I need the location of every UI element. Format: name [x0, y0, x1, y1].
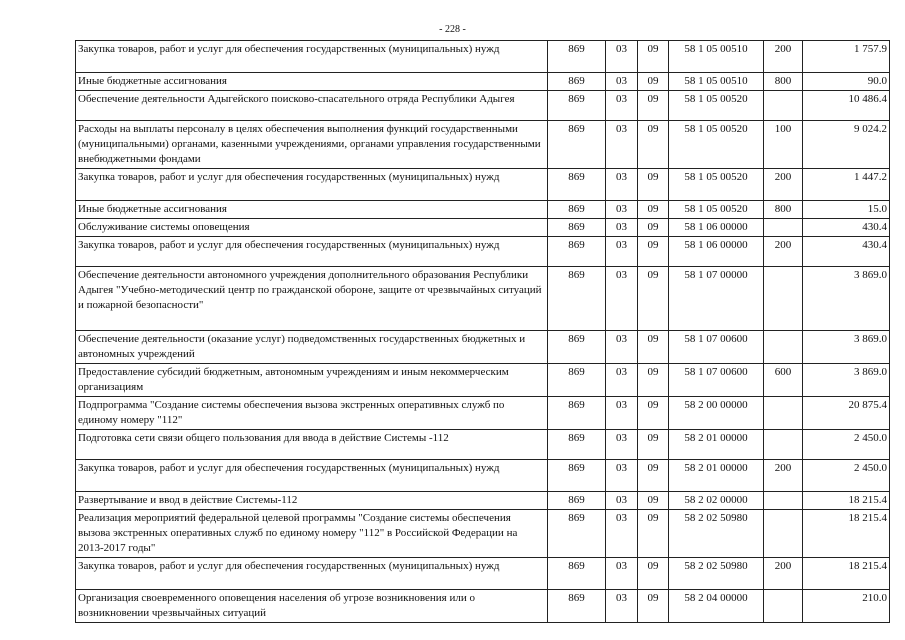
subsection-code-cell: 09 [638, 237, 669, 267]
row-name-cell: Иные бюджетные ассигнования [76, 201, 548, 219]
target-article-cell: 58 2 02 00000 [669, 492, 764, 510]
subsection-code-cell: 09 [638, 73, 669, 91]
subsection-code-cell: 09 [638, 364, 669, 397]
expense-type-cell: 800 [764, 201, 803, 219]
amount-cell: 2 450.0 [803, 430, 890, 460]
target-article-cell: 58 1 07 00600 [669, 364, 764, 397]
row-name-cell: Подпрограмма "Создание системы обеспечения вызова экстренных оперативных служб по единому номеру "112" [76, 397, 548, 430]
section-code-cell: 03 [606, 364, 638, 397]
table-row [76, 169, 890, 201]
target-article-cell: 58 2 00 00000 [669, 397, 764, 430]
amount-cell: 1 757.9 [803, 41, 890, 73]
expense-type-cell: 200 [764, 41, 803, 73]
table-row [76, 201, 890, 219]
table-row [76, 121, 890, 169]
row-name-cell: Закупка товаров, работ и услуг для обеспечения государственных (муниципальных) нужд [76, 558, 548, 590]
ministry-code-cell: 869 [548, 121, 606, 169]
row-name-cell: Обслуживание системы оповещения [76, 219, 548, 237]
amount-cell: 3 869.0 [803, 364, 890, 397]
subsection-code-cell: 09 [638, 510, 669, 558]
table-row [76, 430, 890, 460]
subsection-code-cell: 09 [638, 91, 669, 121]
target-article-cell: 58 1 07 00600 [669, 331, 764, 364]
target-article-cell: 58 2 02 50980 [669, 510, 764, 558]
expense-type-cell: 100 [764, 121, 803, 169]
row-name-cell: Закупка товаров, работ и услуг для обеспечения государственных (муниципальных) нужд [76, 460, 548, 492]
table-row [76, 41, 890, 73]
ministry-code-cell: 869 [548, 91, 606, 121]
ministry-code-cell: 869 [548, 510, 606, 558]
subsection-code-cell: 09 [638, 41, 669, 73]
target-article-cell: 58 1 05 00520 [669, 169, 764, 201]
target-article-cell: 58 2 04 00000 [669, 590, 764, 623]
ministry-code-cell: 869 [548, 237, 606, 267]
row-name-cell: Организация своевременного оповещения населения об угрозе возникновения или о возникновении чрезвычайных ситуаций [76, 590, 548, 623]
table-row [76, 364, 890, 397]
amount-cell: 1 447.2 [803, 169, 890, 201]
ministry-code-cell: 869 [548, 267, 606, 331]
ministry-code-cell: 869 [548, 590, 606, 623]
subsection-code-cell: 09 [638, 267, 669, 331]
section-code-cell: 03 [606, 460, 638, 492]
expense-type-cell: 200 [764, 237, 803, 267]
table-row [76, 219, 890, 237]
target-article-cell: 58 1 05 00510 [669, 73, 764, 91]
subsection-code-cell: 09 [638, 331, 669, 364]
row-name-cell: Развертывание и ввод в действие Системы-112 [76, 492, 548, 510]
amount-cell: 15.0 [803, 201, 890, 219]
row-name-cell: Закупка товаров, работ и услуг для обеспечения государственных (муниципальных) нужд [76, 41, 548, 73]
expense-type-cell: 800 [764, 73, 803, 91]
row-name-cell: Обеспечение деятельности автономного учреждения дополнительного образования Республики Адыгея "Учебно-методический центр по гражданской обороне, защите от чрезвычайных ситуаций и пожарной безопасности" [76, 267, 548, 331]
target-article-cell: 58 2 01 00000 [669, 430, 764, 460]
amount-cell: 90.0 [803, 73, 890, 91]
target-article-cell: 58 1 05 00510 [669, 41, 764, 73]
subsection-code-cell: 09 [638, 219, 669, 237]
subsection-code-cell: 09 [638, 558, 669, 590]
row-name-cell: Расходы на выплаты персоналу в целях обеспечения выполнения функций государственными (муниципальными) органами, казенными учреждениями, органами управления государственными внебюджетными фондами [76, 121, 548, 169]
table-row [76, 510, 890, 558]
target-article-cell: 58 2 01 00000 [669, 460, 764, 492]
amount-cell: 210.0 [803, 590, 890, 623]
row-name-cell: Подготовка сети связи общего пользования для ввода в действие Системы -112 [76, 430, 548, 460]
table-row [76, 492, 890, 510]
subsection-code-cell: 09 [638, 169, 669, 201]
ministry-code-cell: 869 [548, 201, 606, 219]
target-article-cell: 58 1 06 00000 [669, 219, 764, 237]
expense-type-cell: 200 [764, 169, 803, 201]
subsection-code-cell: 09 [638, 590, 669, 623]
table-row [76, 267, 890, 331]
expense-type-cell [764, 397, 803, 430]
expense-type-cell [764, 492, 803, 510]
ministry-code-cell: 869 [548, 397, 606, 430]
target-article-cell: 58 1 05 00520 [669, 121, 764, 169]
amount-cell: 18 215.4 [803, 558, 890, 590]
section-code-cell: 03 [606, 41, 638, 73]
expense-type-cell: 600 [764, 364, 803, 397]
expense-type-cell [764, 91, 803, 121]
table-row [76, 91, 890, 121]
ministry-code-cell: 869 [548, 364, 606, 397]
expense-type-cell [764, 219, 803, 237]
section-code-cell: 03 [606, 169, 638, 201]
expense-type-cell: 200 [764, 460, 803, 492]
expense-type-cell [764, 267, 803, 331]
section-code-cell: 03 [606, 590, 638, 623]
budget-table [75, 40, 890, 623]
target-article-cell: 58 1 05 00520 [669, 91, 764, 121]
section-code-cell: 03 [606, 331, 638, 364]
ministry-code-cell: 869 [548, 460, 606, 492]
ministry-code-cell: 869 [548, 492, 606, 510]
table-row [76, 590, 890, 623]
table-row [76, 237, 890, 267]
section-code-cell: 03 [606, 397, 638, 430]
page-number: - 228 - [439, 24, 466, 35]
row-name-cell: Обеспечение деятельности (оказание услуг) подведомственных государственных бюджетных и автономных учреждений [76, 331, 548, 364]
row-name-cell: Предоставление субсидий бюджетным, автономным учреждениям и иным некоммерческим организациям [76, 364, 548, 397]
amount-cell: 430.4 [803, 237, 890, 267]
section-code-cell: 03 [606, 73, 638, 91]
section-code-cell: 03 [606, 91, 638, 121]
section-code-cell: 03 [606, 219, 638, 237]
target-article-cell: 58 1 06 00000 [669, 237, 764, 267]
amount-cell: 20 875.4 [803, 397, 890, 430]
section-code-cell: 03 [606, 267, 638, 331]
amount-cell: 9 024.2 [803, 121, 890, 169]
table-row [76, 558, 890, 590]
subsection-code-cell: 09 [638, 121, 669, 169]
amount-cell: 3 869.0 [803, 331, 890, 364]
amount-cell: 18 215.4 [803, 510, 890, 558]
amount-cell: 10 486.4 [803, 91, 890, 121]
target-article-cell: 58 1 07 00000 [669, 267, 764, 331]
target-article-cell: 58 2 02 50980 [669, 558, 764, 590]
row-name-cell: Обеспечение деятельности Адыгейского поисково-спасательного отряда Республики Адыгея [76, 91, 548, 121]
expense-type-cell [764, 430, 803, 460]
expense-type-cell [764, 331, 803, 364]
ministry-code-cell: 869 [548, 331, 606, 364]
amount-cell: 430.4 [803, 219, 890, 237]
section-code-cell: 03 [606, 237, 638, 267]
row-name-cell: Иные бюджетные ассигнования [76, 73, 548, 91]
ministry-code-cell: 869 [548, 430, 606, 460]
target-article-cell: 58 1 05 00520 [669, 201, 764, 219]
section-code-cell: 03 [606, 492, 638, 510]
table-row [76, 397, 890, 430]
subsection-code-cell: 09 [638, 201, 669, 219]
section-code-cell: 03 [606, 510, 638, 558]
section-code-cell: 03 [606, 430, 638, 460]
ministry-code-cell: 869 [548, 73, 606, 91]
table-row [76, 73, 890, 91]
row-name-cell: Закупка товаров, работ и услуг для обеспечения государственных (муниципальных) нужд [76, 169, 548, 201]
ministry-code-cell: 869 [548, 558, 606, 590]
amount-cell: 3 869.0 [803, 267, 890, 331]
subsection-code-cell: 09 [638, 430, 669, 460]
expense-type-cell [764, 590, 803, 623]
row-name-cell: Закупка товаров, работ и услуг для обеспечения государственных (муниципальных) нужд [76, 237, 548, 267]
section-code-cell: 03 [606, 558, 638, 590]
subsection-code-cell: 09 [638, 460, 669, 492]
amount-cell: 18 215.4 [803, 492, 890, 510]
row-name-cell: Реализация мероприятий федеральной целевой программы "Создание системы обеспечения вызова экстренных оперативных служб по единому номеру "112" в Российской Федерации на 2013-2017 годы" [76, 510, 548, 558]
expense-type-cell [764, 510, 803, 558]
expense-type-cell: 200 [764, 558, 803, 590]
ministry-code-cell: 869 [548, 219, 606, 237]
section-code-cell: 03 [606, 201, 638, 219]
ministry-code-cell: 869 [548, 169, 606, 201]
section-code-cell: 03 [606, 121, 638, 169]
ministry-code-cell: 869 [548, 41, 606, 73]
table-row [76, 331, 890, 364]
amount-cell: 2 450.0 [803, 460, 890, 492]
subsection-code-cell: 09 [638, 397, 669, 430]
subsection-code-cell: 09 [638, 492, 669, 510]
table-row [76, 460, 890, 492]
